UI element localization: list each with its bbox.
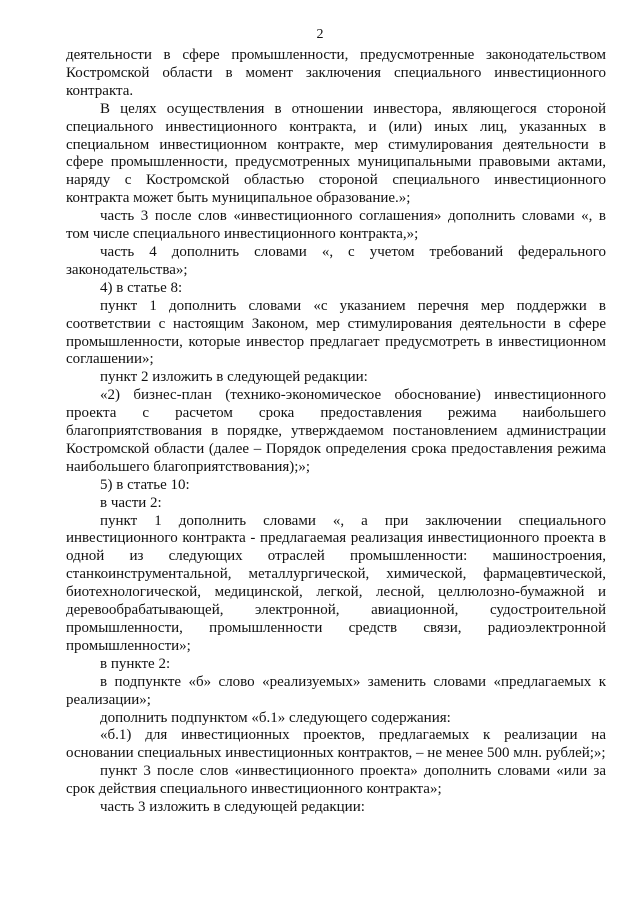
- paragraph-2: В целях осуществления в отношении инвестора, являющегося стороной специального инвестиционного контракта, и (или) иных лиц, указанных в специальном инвестиционном контракте, мер стимулирования деятельности в сфере промышленности, предусмотренных муниципальными правовыми актами, наряду с Костромской областью стороной специального инвестиционного контракта может быть муниципальное образование.»;: [66, 100, 606, 207]
- page-number: 2: [316, 27, 324, 42]
- paragraph-16: пункт 3 после слов «инвестиционного проекта» дополнить словами «или за срок действия специального инвестиционного контракта»;: [66, 763, 606, 798]
- paragraph-1: деятельности в сфере промышленности, предусмотренные законодательством Костромской области в момент заключения специального инвестиционного контракта.: [66, 47, 606, 99]
- paragraph-9: 5) в статье 10:: [100, 476, 190, 493]
- paragraph-4: часть 4 дополнить словами «, с учетом требований федерального законодательства»;: [66, 243, 606, 278]
- paragraph-15: «б.1) для инвестиционных проектов, предлагаемых к реализации на основании специальных инвестиционных контрактов, – не менее 500 млн. рублей;»;: [66, 727, 606, 762]
- paragraph-14: дополнить подпунктом «б.1» следующего содержания:: [100, 709, 451, 726]
- paragraph-12: в пункте 2:: [100, 655, 171, 672]
- paragraph-3: часть 3 после слов «инвестиционного соглашения» дополнить словами «, в том числе специального инвестиционного контракта,»;: [66, 208, 606, 243]
- document-body: [66, 47, 606, 817]
- paragraph-7: пункт 2 изложить в следующей редакции:: [100, 369, 368, 386]
- paragraph-5: 4) в статье 8:: [100, 279, 183, 296]
- paragraph-8: «2) бизнес-план (технико-экономическое обоснование) инвестиционного проекта с расчетом срока предоставления режима наибольшего благоприятствования в порядке, утверждаемом постановлением администрации Костромской области (далее – Порядок определения срока предоставления режима наибольшего благоприятствования);»;: [66, 387, 606, 475]
- paragraph-10: в части 2:: [100, 494, 162, 511]
- paragraph-13: в подпункте «б» слово «реализуемых» заменить словами «предлагаемых к реализации»;: [66, 673, 606, 708]
- paragraph-6: пункт 1 дополнить словами «с указанием перечня мер поддержки в соответствии с настоящим Законом, мер стимулирования деятельности в сфере промышленности, которые инвестор предлагает предусмотреть в инвестиционном соглашении»;: [66, 297, 606, 368]
- paragraph-11: пункт 1 дополнить словами «, а при заключении специального инвестиционного контракта - предлагаемая реализация инвестиционного проекта в одной из следующих отраслей промышленности: машиностроения, станкоинструментальной, металлургической, химической, фармацевтической, биотехнологической, медицинской, легкой, лесной, целлюлозно-бумажной и деревообрабатывающей, электронной, авиационной, судостроительной промышленности, промышленности средств связи, радиоэлектронной промышленности»;: [66, 512, 606, 654]
- paragraph-17: часть 3 изложить в следующей редакции:: [100, 799, 365, 816]
